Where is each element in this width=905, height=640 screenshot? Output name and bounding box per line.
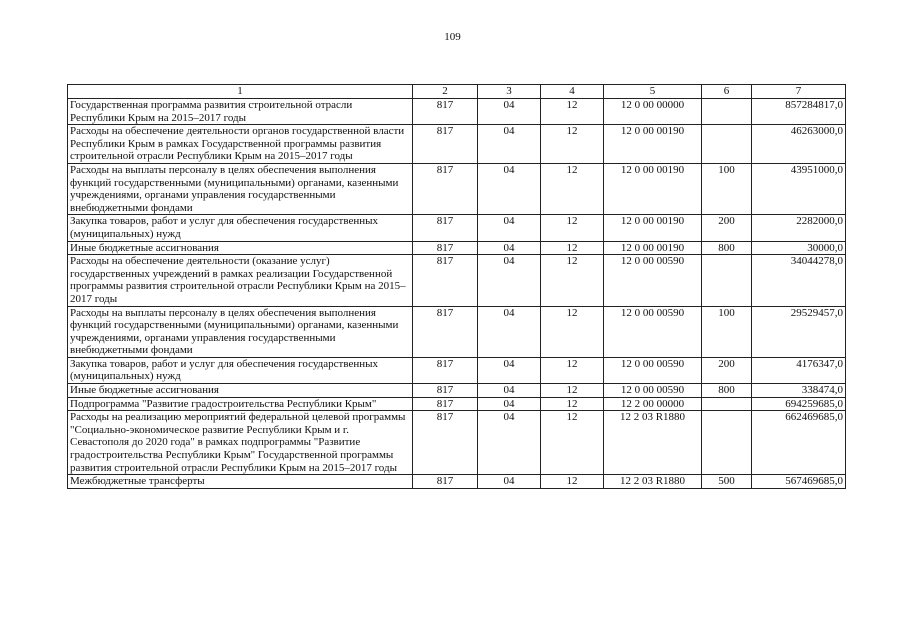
row-subsection: 12 <box>541 397 604 411</box>
table-row <box>68 255 846 306</box>
header-cell: 4 <box>541 85 604 99</box>
page-number: 109 <box>444 31 461 43</box>
row-section: 04 <box>478 99 541 125</box>
row-section: 04 <box>478 411 541 475</box>
row-subsection: 12 <box>541 411 604 475</box>
row-name: Расходы на обеспечение деятельности (оказание услуг) государственных учреждений в рамках реализации Государственной программы развития строительной отрасли Республики Крым на 2015–2017 годы <box>68 255 413 306</box>
row-target: 12 0 00 00000 <box>604 99 702 125</box>
row-section: 04 <box>478 357 541 383</box>
row-target: 12 0 00 00190 <box>604 163 702 214</box>
row-amount: 2282000,0 <box>752 215 846 241</box>
row-ministry: 817 <box>413 397 478 411</box>
row-type: 100 <box>702 163 752 214</box>
row-amount: 857284817,0 <box>752 99 846 125</box>
header-cell: 6 <box>702 85 752 99</box>
row-section: 04 <box>478 397 541 411</box>
row-target: 12 2 00 00000 <box>604 397 702 411</box>
header-cell: 5 <box>604 85 702 99</box>
row-amount: 29529457,0 <box>752 306 846 357</box>
row-target: 12 2 03 R1880 <box>604 475 702 489</box>
table-row <box>68 384 846 398</box>
row-section: 04 <box>478 255 541 306</box>
header-cell: 1 <box>68 85 413 99</box>
table-row <box>68 125 846 164</box>
row-ministry: 817 <box>413 163 478 214</box>
row-subsection: 12 <box>541 163 604 214</box>
row-name: Государственная программа развития строительной отрасли Республики Крым на 2015–2017 годы <box>68 99 413 125</box>
row-target: 12 0 00 00590 <box>604 384 702 398</box>
row-ministry: 817 <box>413 411 478 475</box>
table-row <box>68 215 846 241</box>
row-ministry: 817 <box>413 215 478 241</box>
row-amount: 338474,0 <box>752 384 846 398</box>
row-subsection: 12 <box>541 475 604 489</box>
row-target: 12 0 00 00590 <box>604 357 702 383</box>
row-section: 04 <box>478 125 541 164</box>
row-target: 12 0 00 00190 <box>604 215 702 241</box>
row-amount: 662469685,0 <box>752 411 846 475</box>
table-row <box>68 411 846 475</box>
row-name: Расходы на выплаты персоналу в целях обеспечения выполнения функций государственными (муниципальными) органами, казенными учреждениями, органами управления государственными внебюджетными фондами <box>68 163 413 214</box>
row-subsection: 12 <box>541 306 604 357</box>
header-cell: 2 <box>413 85 478 99</box>
row-type: 200 <box>702 357 752 383</box>
row-section: 04 <box>478 475 541 489</box>
row-section: 04 <box>478 241 541 255</box>
row-amount: 694259685,0 <box>752 397 846 411</box>
row-section: 04 <box>478 384 541 398</box>
row-name: Подпрограмма "Развитие градостроительства Республики Крым" <box>68 397 413 411</box>
header-cell: 3 <box>478 85 541 99</box>
row-name: Закупка товаров, работ и услуг для обеспечения государственных (муниципальных) нужд <box>68 215 413 241</box>
row-name: Иные бюджетные ассигнования <box>68 241 413 255</box>
row-name: Иные бюджетные ассигнования <box>68 384 413 398</box>
row-ministry: 817 <box>413 241 478 255</box>
row-ministry: 817 <box>413 125 478 164</box>
row-ministry: 817 <box>413 255 478 306</box>
row-amount: 567469685,0 <box>752 475 846 489</box>
row-ministry: 817 <box>413 99 478 125</box>
row-ministry: 817 <box>413 384 478 398</box>
row-section: 04 <box>478 215 541 241</box>
row-type <box>702 255 752 306</box>
row-type <box>702 397 752 411</box>
row-name: Расходы на реализацию мероприятий федеральной целевой программы "Социально-экономическое развитие Республики Крым и г. Севастополя до 2020 года" в рамках подпрограммы "Развитие градостроительства Республики Крым" Государственной программы развития строительной отрасли Республики Крым на 2015–2017 годы <box>68 411 413 475</box>
row-amount: 4176347,0 <box>752 357 846 383</box>
table-row <box>68 397 846 411</box>
table-row <box>68 357 846 383</box>
row-subsection: 12 <box>541 125 604 164</box>
table-row <box>68 163 846 214</box>
row-subsection: 12 <box>541 357 604 383</box>
header-row <box>68 85 846 99</box>
row-subsection: 12 <box>541 215 604 241</box>
row-subsection: 12 <box>541 241 604 255</box>
row-name: Расходы на выплаты персоналу в целях обеспечения выполнения функций государственными (муниципальными) органами, казенными учреждениями, органами управления государственными внебюджетными фондами <box>68 306 413 357</box>
row-type <box>702 411 752 475</box>
row-type: 800 <box>702 241 752 255</box>
row-type: 200 <box>702 215 752 241</box>
table-row <box>68 475 846 489</box>
row-ministry: 817 <box>413 357 478 383</box>
header-cell: 7 <box>752 85 846 99</box>
row-subsection: 12 <box>541 255 604 306</box>
row-amount: 34044278,0 <box>752 255 846 306</box>
row-subsection: 12 <box>541 99 604 125</box>
row-target: 12 0 00 00190 <box>604 125 702 164</box>
row-type: 800 <box>702 384 752 398</box>
row-amount: 30000,0 <box>752 241 846 255</box>
table-row <box>68 306 846 357</box>
budget-table <box>67 84 846 489</box>
row-type <box>702 99 752 125</box>
row-type: 500 <box>702 475 752 489</box>
table-row <box>68 99 846 125</box>
row-target: 12 0 00 00190 <box>604 241 702 255</box>
row-target: 12 2 03 R1880 <box>604 411 702 475</box>
row-type: 100 <box>702 306 752 357</box>
row-type <box>702 125 752 164</box>
row-section: 04 <box>478 306 541 357</box>
row-amount: 43951000,0 <box>752 163 846 214</box>
row-ministry: 817 <box>413 475 478 489</box>
row-subsection: 12 <box>541 384 604 398</box>
row-section: 04 <box>478 163 541 214</box>
row-ministry: 817 <box>413 306 478 357</box>
row-name: Закупка товаров, работ и услуг для обеспечения государственных (муниципальных) нужд <box>68 357 413 383</box>
row-amount: 46263000,0 <box>752 125 846 164</box>
table-row <box>68 241 846 255</box>
row-name: Межбюджетные трансферты <box>68 475 413 489</box>
row-target: 12 0 00 00590 <box>604 255 702 306</box>
row-target: 12 0 00 00590 <box>604 306 702 357</box>
row-name: Расходы на обеспечение деятельности органов государственной власти Республики Крым в рамках Государственной программы развития строительной отрасли Республики Крым на 2015–2017 годы <box>68 125 413 164</box>
